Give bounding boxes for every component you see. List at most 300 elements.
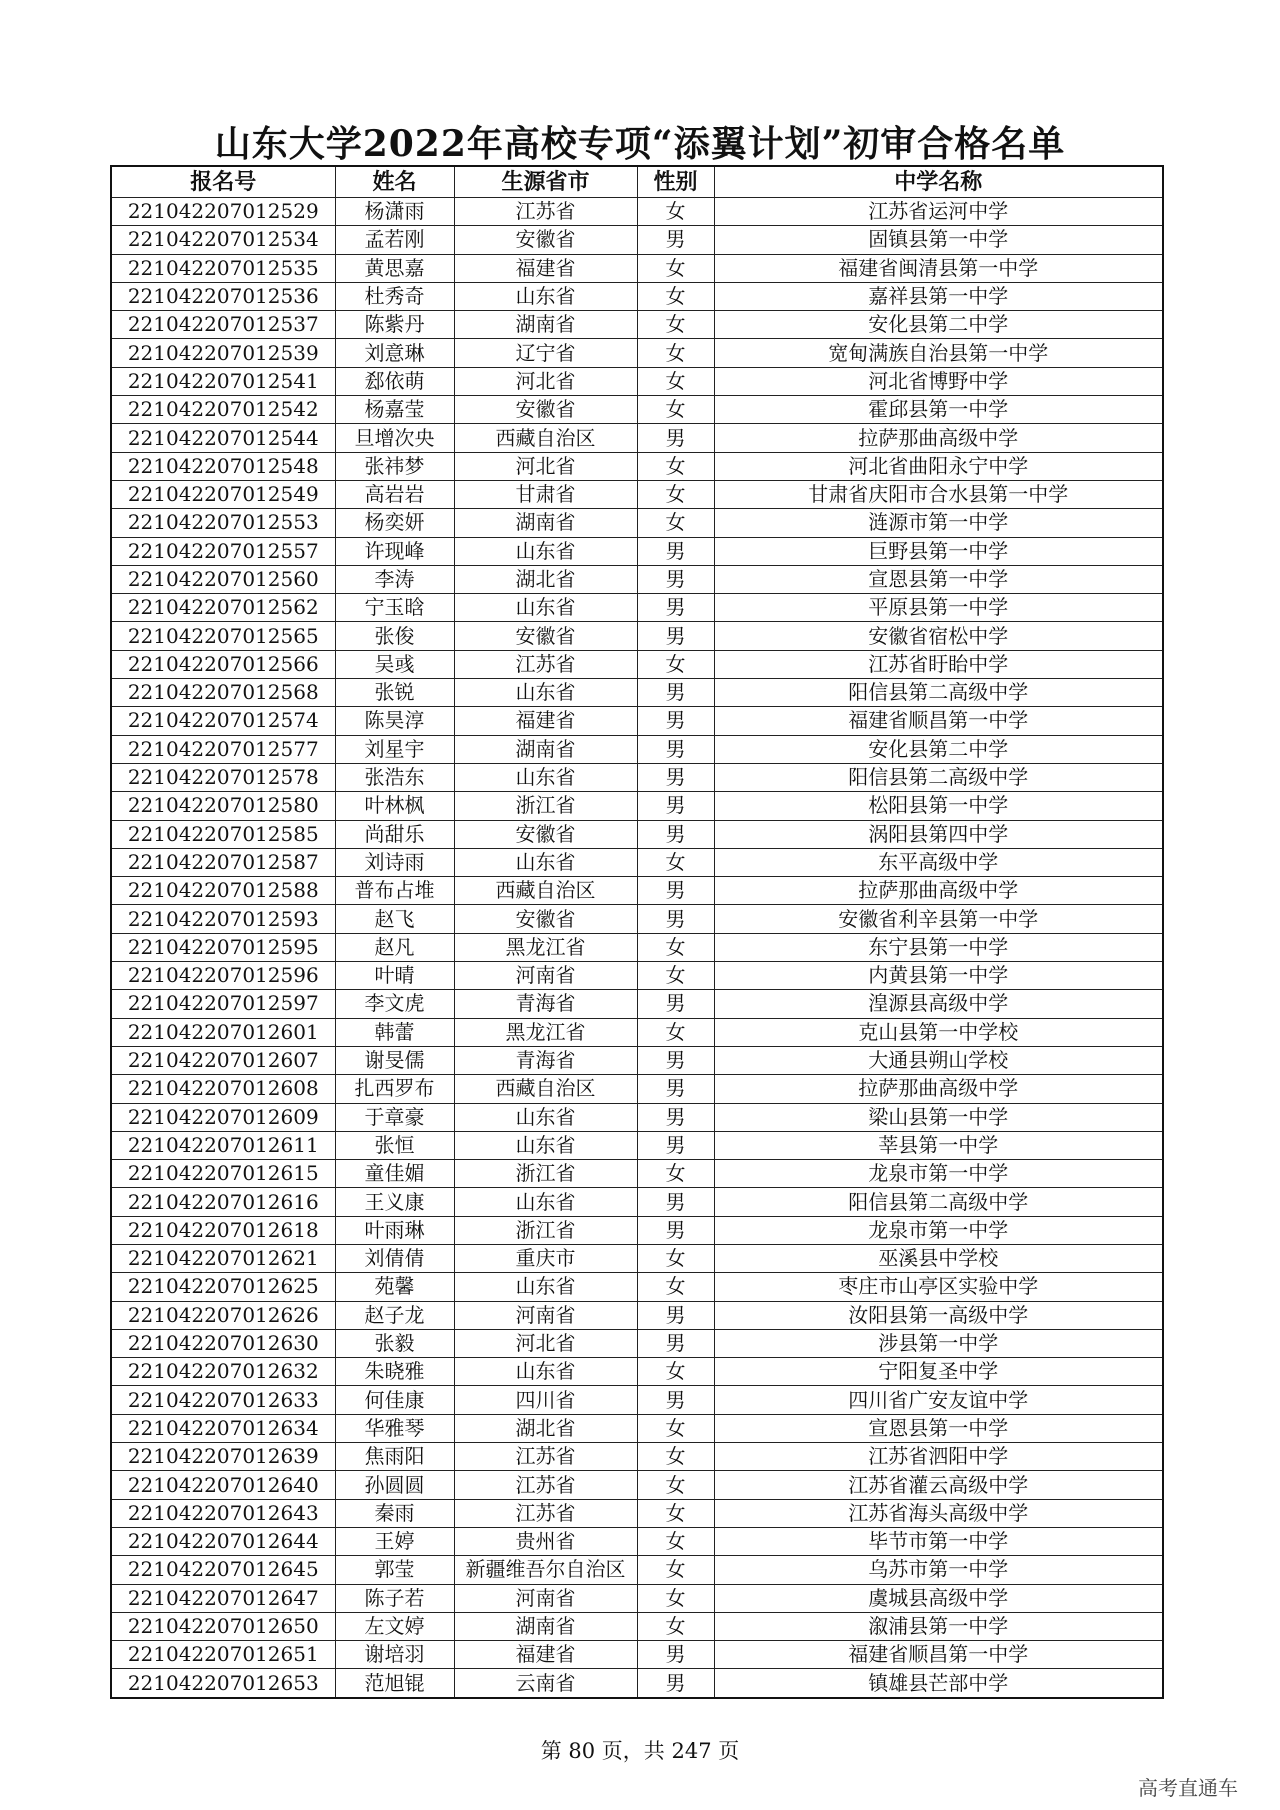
cell-school-name: 克山县第一中学校: [714, 1018, 1163, 1046]
cell-gender: 男: [637, 1329, 714, 1357]
cell-province: 贵州省: [454, 1527, 637, 1555]
cell-name: 高岩岩: [335, 480, 454, 508]
cell-province: 河南省: [454, 1301, 637, 1329]
table-row: [111, 1301, 1163, 1329]
cell-registration-number: 221042207012632: [111, 1358, 335, 1386]
cell-province: 山东省: [454, 848, 637, 876]
cell-name: 刘诗雨: [335, 848, 454, 876]
table-row: [111, 962, 1163, 990]
cell-name: 郭莹: [335, 1556, 454, 1584]
cell-gender: 女: [637, 1612, 714, 1640]
cell-registration-number: 221042207012633: [111, 1386, 335, 1414]
cell-name: 杨嘉莹: [335, 396, 454, 424]
table-row: [111, 820, 1163, 848]
table-row: [111, 1188, 1163, 1216]
table-row: [111, 877, 1163, 905]
cell-name: 李文虎: [335, 990, 454, 1018]
cell-school-name: 安徽省利辛县第一中学: [714, 905, 1163, 933]
table-row: [111, 282, 1163, 310]
table-row: [111, 1499, 1163, 1527]
cell-name: 吴彧: [335, 650, 454, 678]
table-row: [111, 1556, 1163, 1584]
cell-registration-number: 221042207012588: [111, 877, 335, 905]
cell-gender: 女: [637, 1584, 714, 1612]
cell-province: 四川省: [454, 1386, 637, 1414]
cell-gender: 男: [637, 763, 714, 791]
cell-province: 山东省: [454, 679, 637, 707]
cell-name: 刘倩倩: [335, 1244, 454, 1272]
cell-registration-number: 221042207012553: [111, 509, 335, 537]
cell-registration-number: 221042207012565: [111, 622, 335, 650]
cell-gender: 女: [637, 339, 714, 367]
cell-province: 青海省: [454, 990, 637, 1018]
cell-gender: 女: [637, 650, 714, 678]
table-row: [111, 1216, 1163, 1244]
table-row: [111, 792, 1163, 820]
cell-province: 河北省: [454, 367, 637, 395]
table-row: [111, 565, 1163, 593]
cell-name: 陈紫丹: [335, 311, 454, 339]
cell-name: 秦雨: [335, 1499, 454, 1527]
table-row: [111, 1103, 1163, 1131]
table-row: [111, 1244, 1163, 1272]
cell-registration-number: 221042207012616: [111, 1188, 335, 1216]
cell-name: 于章豪: [335, 1103, 454, 1131]
cell-name: 扎西罗布: [335, 1075, 454, 1103]
cell-school-name: 龙泉市第一中学: [714, 1160, 1163, 1188]
table-row: [111, 1527, 1163, 1555]
table-row: [111, 933, 1163, 961]
cell-gender: 男: [637, 707, 714, 735]
cell-registration-number: 221042207012596: [111, 962, 335, 990]
cell-province: 新疆维吾尔自治区: [454, 1556, 637, 1584]
cell-name: 杨潇雨: [335, 198, 454, 226]
cell-registration-number: 221042207012607: [111, 1046, 335, 1074]
table-row: [111, 1641, 1163, 1669]
cell-gender: 男: [637, 1301, 714, 1329]
cell-gender: 男: [637, 1075, 714, 1103]
cell-gender: 男: [637, 1216, 714, 1244]
cell-registration-number: 221042207012608: [111, 1075, 335, 1103]
cell-registration-number: 221042207012647: [111, 1584, 335, 1612]
table-row: [111, 763, 1163, 791]
cell-school-name: 拉萨那曲高级中学: [714, 424, 1163, 452]
cell-name: 张俊: [335, 622, 454, 650]
cell-gender: 女: [637, 1414, 714, 1442]
cell-name: 普布占堆: [335, 877, 454, 905]
cell-gender: 女: [637, 367, 714, 395]
cell-province: 山东省: [454, 594, 637, 622]
table-row: [111, 735, 1163, 763]
cell-gender: 女: [637, 452, 714, 480]
cell-registration-number: 221042207012537: [111, 311, 335, 339]
table-row: [111, 339, 1163, 367]
cell-registration-number: 221042207012645: [111, 1556, 335, 1584]
cell-name: 叶林枫: [335, 792, 454, 820]
cell-province: 安徽省: [454, 396, 637, 424]
cell-school-name: 巨野县第一中学: [714, 537, 1163, 565]
cell-school-name: 福建省顺昌第一中学: [714, 707, 1163, 735]
cell-registration-number: 221042207012601: [111, 1018, 335, 1046]
table-row: [111, 1160, 1163, 1188]
header-gender: 性别: [637, 166, 714, 198]
cell-registration-number: 221042207012566: [111, 650, 335, 678]
cell-registration-number: 221042207012549: [111, 480, 335, 508]
header-province: 生源省市: [454, 166, 637, 198]
cell-school-name: 涡阳县第四中学: [714, 820, 1163, 848]
cell-gender: 男: [637, 565, 714, 593]
cell-registration-number: 221042207012653: [111, 1669, 335, 1698]
cell-gender: 男: [637, 1641, 714, 1669]
cell-name: 王婷: [335, 1527, 454, 1555]
cell-school-name: 江苏省运河中学: [714, 198, 1163, 226]
cell-school-name: 溆浦县第一中学: [714, 1612, 1163, 1640]
cell-registration-number: 221042207012535: [111, 254, 335, 282]
cell-name: 尚甜乐: [335, 820, 454, 848]
cell-registration-number: 221042207012548: [111, 452, 335, 480]
cell-province: 河南省: [454, 962, 637, 990]
cell-school-name: 大通县朔山学校: [714, 1046, 1163, 1074]
cell-gender: 女: [637, 933, 714, 961]
cell-province: 安徽省: [454, 905, 637, 933]
cell-registration-number: 221042207012544: [111, 424, 335, 452]
cell-province: 山东省: [454, 537, 637, 565]
cell-school-name: 江苏省盱眙中学: [714, 650, 1163, 678]
cell-registration-number: 221042207012644: [111, 1527, 335, 1555]
table-row: [111, 1273, 1163, 1301]
cell-school-name: 龙泉市第一中学: [714, 1216, 1163, 1244]
cell-gender: 男: [637, 226, 714, 254]
cell-registration-number: 221042207012650: [111, 1612, 335, 1640]
cell-province: 湖南省: [454, 1612, 637, 1640]
cell-gender: 女: [637, 396, 714, 424]
cell-school-name: 涉县第一中学: [714, 1329, 1163, 1357]
cell-gender: 女: [637, 282, 714, 310]
watermark-logo-text: 高考直通车: [1138, 1776, 1238, 1800]
cell-name: 华雅琴: [335, 1414, 454, 1442]
table-row: [111, 650, 1163, 678]
cell-registration-number: 221042207012580: [111, 792, 335, 820]
cell-name: 叶晴: [335, 962, 454, 990]
cell-gender: 男: [637, 424, 714, 452]
cell-province: 河南省: [454, 1584, 637, 1612]
cell-gender: 女: [637, 509, 714, 537]
cell-registration-number: 221042207012534: [111, 226, 335, 254]
table-row: [111, 848, 1163, 876]
cell-name: 谢培羽: [335, 1641, 454, 1669]
cell-school-name: 江苏省泗阳中学: [714, 1443, 1163, 1471]
cell-gender: 女: [637, 962, 714, 990]
cell-registration-number: 221042207012630: [111, 1329, 335, 1357]
cell-province: 江苏省: [454, 1499, 637, 1527]
cell-gender: 女: [637, 480, 714, 508]
table-row: [111, 1471, 1163, 1499]
cell-school-name: 甘肃省庆阳市合水县第一中学: [714, 480, 1163, 508]
cell-gender: 女: [637, 1527, 714, 1555]
cell-school-name: 莘县第一中学: [714, 1131, 1163, 1159]
table-body: [111, 198, 1163, 1698]
cell-gender: 男: [637, 679, 714, 707]
cell-province: 西藏自治区: [454, 424, 637, 452]
cell-name: 黄思嘉: [335, 254, 454, 282]
cell-province: 湖南省: [454, 735, 637, 763]
table-row: [111, 1669, 1163, 1698]
table-row: [111, 1443, 1163, 1471]
cell-school-name: 嘉祥县第一中学: [714, 282, 1163, 310]
cell-registration-number: 221042207012621: [111, 1244, 335, 1272]
cell-gender: 女: [637, 1358, 714, 1386]
cell-province: 江苏省: [454, 198, 637, 226]
table-row: [111, 1584, 1163, 1612]
page-footer: 第 80 页，共 247 页: [540, 1739, 740, 1763]
cell-name: 杜秀奇: [335, 282, 454, 310]
cell-gender: 男: [637, 1046, 714, 1074]
cell-gender: 男: [637, 1669, 714, 1698]
cell-name: 赵凡: [335, 933, 454, 961]
table-row: [111, 480, 1163, 508]
cell-registration-number: 221042207012593: [111, 905, 335, 933]
cell-school-name: 宣恩县第一中学: [714, 565, 1163, 593]
table-row: [111, 396, 1163, 424]
cell-registration-number: 221042207012541: [111, 367, 335, 395]
cell-registration-number: 221042207012618: [111, 1216, 335, 1244]
cell-registration-number: 221042207012597: [111, 990, 335, 1018]
cell-registration-number: 221042207012640: [111, 1471, 335, 1499]
cell-name: 许现峰: [335, 537, 454, 565]
cell-registration-number: 221042207012634: [111, 1414, 335, 1442]
table-row: [111, 1358, 1163, 1386]
cell-province: 山东省: [454, 1273, 637, 1301]
cell-province: 山东省: [454, 1358, 637, 1386]
cell-province: 安徽省: [454, 226, 637, 254]
table-row: [111, 198, 1163, 226]
table-row: [111, 1386, 1163, 1414]
cell-school-name: 河北省曲阳永宁中学: [714, 452, 1163, 480]
cell-name: 陈子若: [335, 1584, 454, 1612]
cell-gender: 女: [637, 1471, 714, 1499]
cell-name: 童佳媚: [335, 1160, 454, 1188]
table-row: [111, 1046, 1163, 1074]
cell-school-name: 霍邱县第一中学: [714, 396, 1163, 424]
cell-province: 江苏省: [454, 1443, 637, 1471]
cell-province: 湖北省: [454, 565, 637, 593]
cell-gender: 男: [637, 792, 714, 820]
cell-province: 甘肃省: [454, 480, 637, 508]
table-row: [111, 594, 1163, 622]
cell-school-name: 安化县第二中学: [714, 311, 1163, 339]
cell-name: 孟若刚: [335, 226, 454, 254]
cell-province: 浙江省: [454, 1216, 637, 1244]
cell-province: 湖南省: [454, 509, 637, 537]
cell-province: 西藏自治区: [454, 877, 637, 905]
cell-registration-number: 221042207012615: [111, 1160, 335, 1188]
cell-name: 左文婷: [335, 1612, 454, 1640]
cell-name: 赵子龙: [335, 1301, 454, 1329]
cell-school-name: 拉萨那曲高级中学: [714, 1075, 1163, 1103]
cell-school-name: 湟源县高级中学: [714, 990, 1163, 1018]
cell-province: 黑龙江省: [454, 933, 637, 961]
cell-registration-number: 221042207012539: [111, 339, 335, 367]
cell-school-name: 福建省顺昌第一中学: [714, 1641, 1163, 1669]
cell-school-name: 东宁县第一中学: [714, 933, 1163, 961]
table-row: [111, 679, 1163, 707]
cell-name: 张毅: [335, 1329, 454, 1357]
header-school-name: 中学名称: [714, 166, 1163, 198]
cell-registration-number: 221042207012609: [111, 1103, 335, 1131]
cell-gender: 女: [637, 1443, 714, 1471]
cell-registration-number: 221042207012562: [111, 594, 335, 622]
cell-gender: 男: [637, 537, 714, 565]
cell-school-name: 安徽省宿松中学: [714, 622, 1163, 650]
cell-province: 辽宁省: [454, 339, 637, 367]
cell-gender: 男: [637, 1386, 714, 1414]
table-row: [111, 990, 1163, 1018]
cell-province: 安徽省: [454, 622, 637, 650]
cell-province: 河北省: [454, 452, 637, 480]
cell-school-name: 四川省广安友谊中学: [714, 1386, 1163, 1414]
table-row: [111, 509, 1163, 537]
cell-gender: 女: [637, 1556, 714, 1584]
cell-gender: 女: [637, 254, 714, 282]
cell-province: 湖北省: [454, 1414, 637, 1442]
cell-gender: 女: [637, 1499, 714, 1527]
cell-name: 范旭锟: [335, 1669, 454, 1698]
cell-name: 宁玉晗: [335, 594, 454, 622]
cell-school-name: 枣庄市山亭区实验中学: [714, 1273, 1163, 1301]
cell-gender: 男: [637, 594, 714, 622]
cell-registration-number: 221042207012560: [111, 565, 335, 593]
table-row: [111, 707, 1163, 735]
cell-name: 旦增次央: [335, 424, 454, 452]
cell-school-name: 镇雄县芒部中学: [714, 1669, 1163, 1698]
cell-province: 安徽省: [454, 820, 637, 848]
table-row: [111, 226, 1163, 254]
cell-province: 青海省: [454, 1046, 637, 1074]
cell-registration-number: 221042207012585: [111, 820, 335, 848]
cell-school-name: 汝阳县第一高级中学: [714, 1301, 1163, 1329]
cell-school-name: 阳信县第二高级中学: [714, 1188, 1163, 1216]
cell-province: 黑龙江省: [454, 1018, 637, 1046]
cell-name: 陈昊淳: [335, 707, 454, 735]
table-row: [111, 537, 1163, 565]
cell-gender: 女: [637, 311, 714, 339]
cell-province: 江苏省: [454, 1471, 637, 1499]
cell-province: 山东省: [454, 763, 637, 791]
cell-school-name: 江苏省灌云高级中学: [714, 1471, 1163, 1499]
cell-school-name: 松阳县第一中学: [714, 792, 1163, 820]
cell-registration-number: 221042207012595: [111, 933, 335, 961]
cell-school-name: 平原县第一中学: [714, 594, 1163, 622]
table-row: [111, 452, 1163, 480]
cell-gender: 男: [637, 820, 714, 848]
cell-name: 赵飞: [335, 905, 454, 933]
cell-school-name: 东平高级中学: [714, 848, 1163, 876]
cell-name: 朱晓雅: [335, 1358, 454, 1386]
cell-school-name: 梁山县第一中学: [714, 1103, 1163, 1131]
cell-registration-number: 221042207012611: [111, 1131, 335, 1159]
cell-gender: 男: [637, 735, 714, 763]
table-row: [111, 1075, 1163, 1103]
cell-registration-number: 221042207012568: [111, 679, 335, 707]
table-row: [111, 622, 1163, 650]
cell-province: 山东省: [454, 282, 637, 310]
cell-province: 浙江省: [454, 1160, 637, 1188]
cell-name: 郄依萌: [335, 367, 454, 395]
cell-registration-number: 221042207012626: [111, 1301, 335, 1329]
cell-registration-number: 221042207012529: [111, 198, 335, 226]
header-registration-number: 报名号: [111, 166, 335, 198]
table-row: [111, 1131, 1163, 1159]
document-title: 山东大学2022年高校专项“添翼计划”初审合格名单: [214, 123, 1066, 165]
cell-school-name: 虞城县高级中学: [714, 1584, 1163, 1612]
cell-province: 河北省: [454, 1329, 637, 1357]
cell-gender: 女: [637, 1018, 714, 1046]
table-header-row: [111, 166, 1163, 198]
cell-registration-number: 221042207012643: [111, 1499, 335, 1527]
roster-table: [110, 165, 1164, 1699]
cell-school-name: 宣恩县第一中学: [714, 1414, 1163, 1442]
cell-province: 福建省: [454, 1641, 637, 1669]
table-row: [111, 424, 1163, 452]
cell-gender: 女: [637, 1244, 714, 1272]
cell-school-name: 巫溪县中学校: [714, 1244, 1163, 1272]
cell-province: 浙江省: [454, 792, 637, 820]
cell-name: 张浩东: [335, 763, 454, 791]
cell-school-name: 福建省闽清县第一中学: [714, 254, 1163, 282]
cell-name: 李涛: [335, 565, 454, 593]
table-row: [111, 254, 1163, 282]
cell-name: 孙圆圆: [335, 1471, 454, 1499]
cell-school-name: 内黄县第一中学: [714, 962, 1163, 990]
cell-gender: 女: [637, 848, 714, 876]
cell-school-name: 阳信县第二高级中学: [714, 763, 1163, 791]
cell-name: 韩蕾: [335, 1018, 454, 1046]
cell-name: 张祎梦: [335, 452, 454, 480]
cell-province: 山东省: [454, 1131, 637, 1159]
cell-name: 焦雨阳: [335, 1443, 454, 1471]
cell-registration-number: 221042207012639: [111, 1443, 335, 1471]
cell-name: 苑馨: [335, 1273, 454, 1301]
cell-gender: 男: [637, 905, 714, 933]
cell-school-name: 安化县第二中学: [714, 735, 1163, 763]
cell-name: 刘意琳: [335, 339, 454, 367]
table-row: [111, 367, 1163, 395]
table-row: [111, 905, 1163, 933]
cell-province: 西藏自治区: [454, 1075, 637, 1103]
table-row: [111, 1414, 1163, 1442]
cell-school-name: 江苏省海头高级中学: [714, 1499, 1163, 1527]
cell-name: 叶雨琳: [335, 1216, 454, 1244]
cell-name: 王义康: [335, 1188, 454, 1216]
cell-registration-number: 221042207012587: [111, 848, 335, 876]
cell-gender: 女: [637, 1273, 714, 1301]
cell-province: 福建省: [454, 707, 637, 735]
cell-gender: 女: [637, 198, 714, 226]
cell-school-name: 毕节市第一中学: [714, 1527, 1163, 1555]
cell-name: 刘星宇: [335, 735, 454, 763]
cell-name: 何佳康: [335, 1386, 454, 1414]
table-row: [111, 311, 1163, 339]
cell-province: 山东省: [454, 1188, 637, 1216]
cell-registration-number: 221042207012557: [111, 537, 335, 565]
cell-registration-number: 221042207012651: [111, 1641, 335, 1669]
cell-registration-number: 221042207012578: [111, 763, 335, 791]
cell-school-name: 乌苏市第一中学: [714, 1556, 1163, 1584]
cell-gender: 男: [637, 990, 714, 1018]
cell-registration-number: 221042207012625: [111, 1273, 335, 1301]
table-row: [111, 1018, 1163, 1046]
cell-province: 重庆市: [454, 1244, 637, 1272]
